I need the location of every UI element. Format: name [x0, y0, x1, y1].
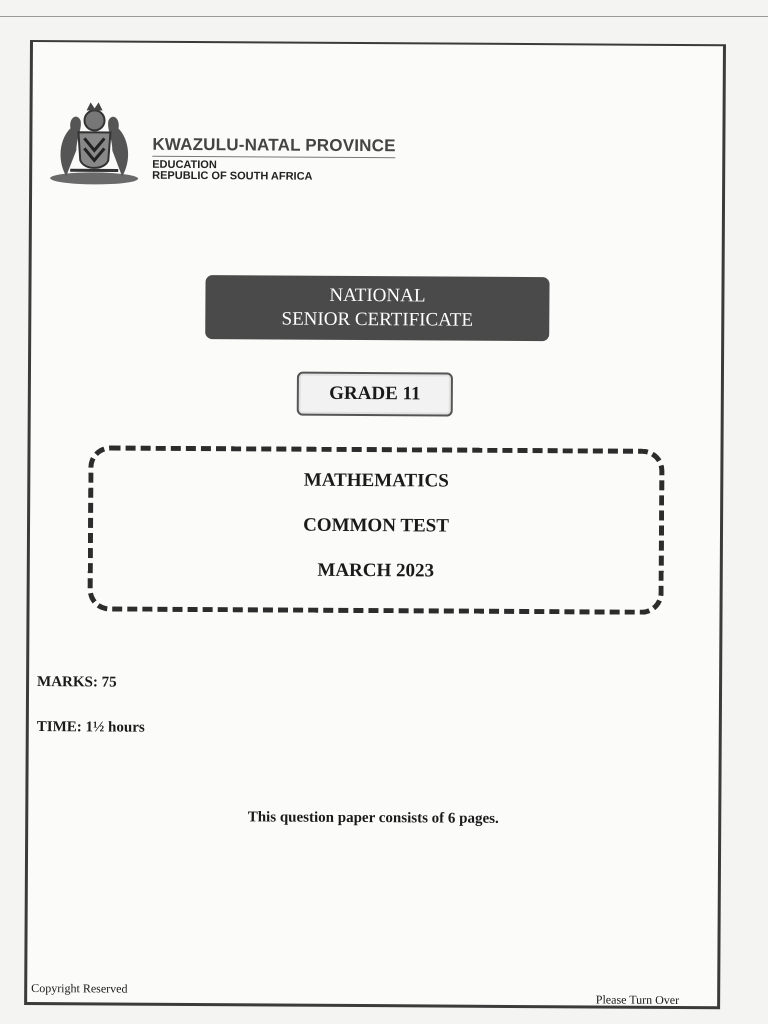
department-name: EDUCATION	[152, 158, 217, 172]
province-name: KWAZULU-NATAL PROVINCE	[152, 135, 395, 158]
pages-note: This question paper consists of 6 pages.	[247, 809, 499, 827]
turn-over-note: Please Turn Over	[595, 992, 680, 1007]
exam-cover-page	[24, 40, 726, 1009]
test-date: MARCH 2023	[317, 559, 435, 582]
time-label: TIME: 1½ hours	[36, 719, 145, 736]
country-name: REPUBLIC OF SOUTH AFRICA	[152, 169, 313, 183]
subject-box	[88, 445, 665, 615]
scan-top-line	[0, 16, 768, 17]
certificate-line-1: NATIONAL	[329, 284, 426, 307]
coat-of-arms-icon	[46, 98, 143, 187]
certificate-banner	[205, 275, 549, 341]
grade-label: GRADE 11	[297, 372, 453, 417]
copyright-notice: Copyright Reserved	[31, 981, 128, 996]
certificate-line-2: SENIOR CERTIFICATE	[281, 308, 474, 331]
header-text	[152, 135, 396, 183]
marks-label: MARKS: 75	[37, 674, 117, 691]
subject-title: MATHEMATICS	[303, 469, 449, 492]
test-title: COMMON TEST	[303, 514, 450, 537]
header	[46, 98, 396, 188]
